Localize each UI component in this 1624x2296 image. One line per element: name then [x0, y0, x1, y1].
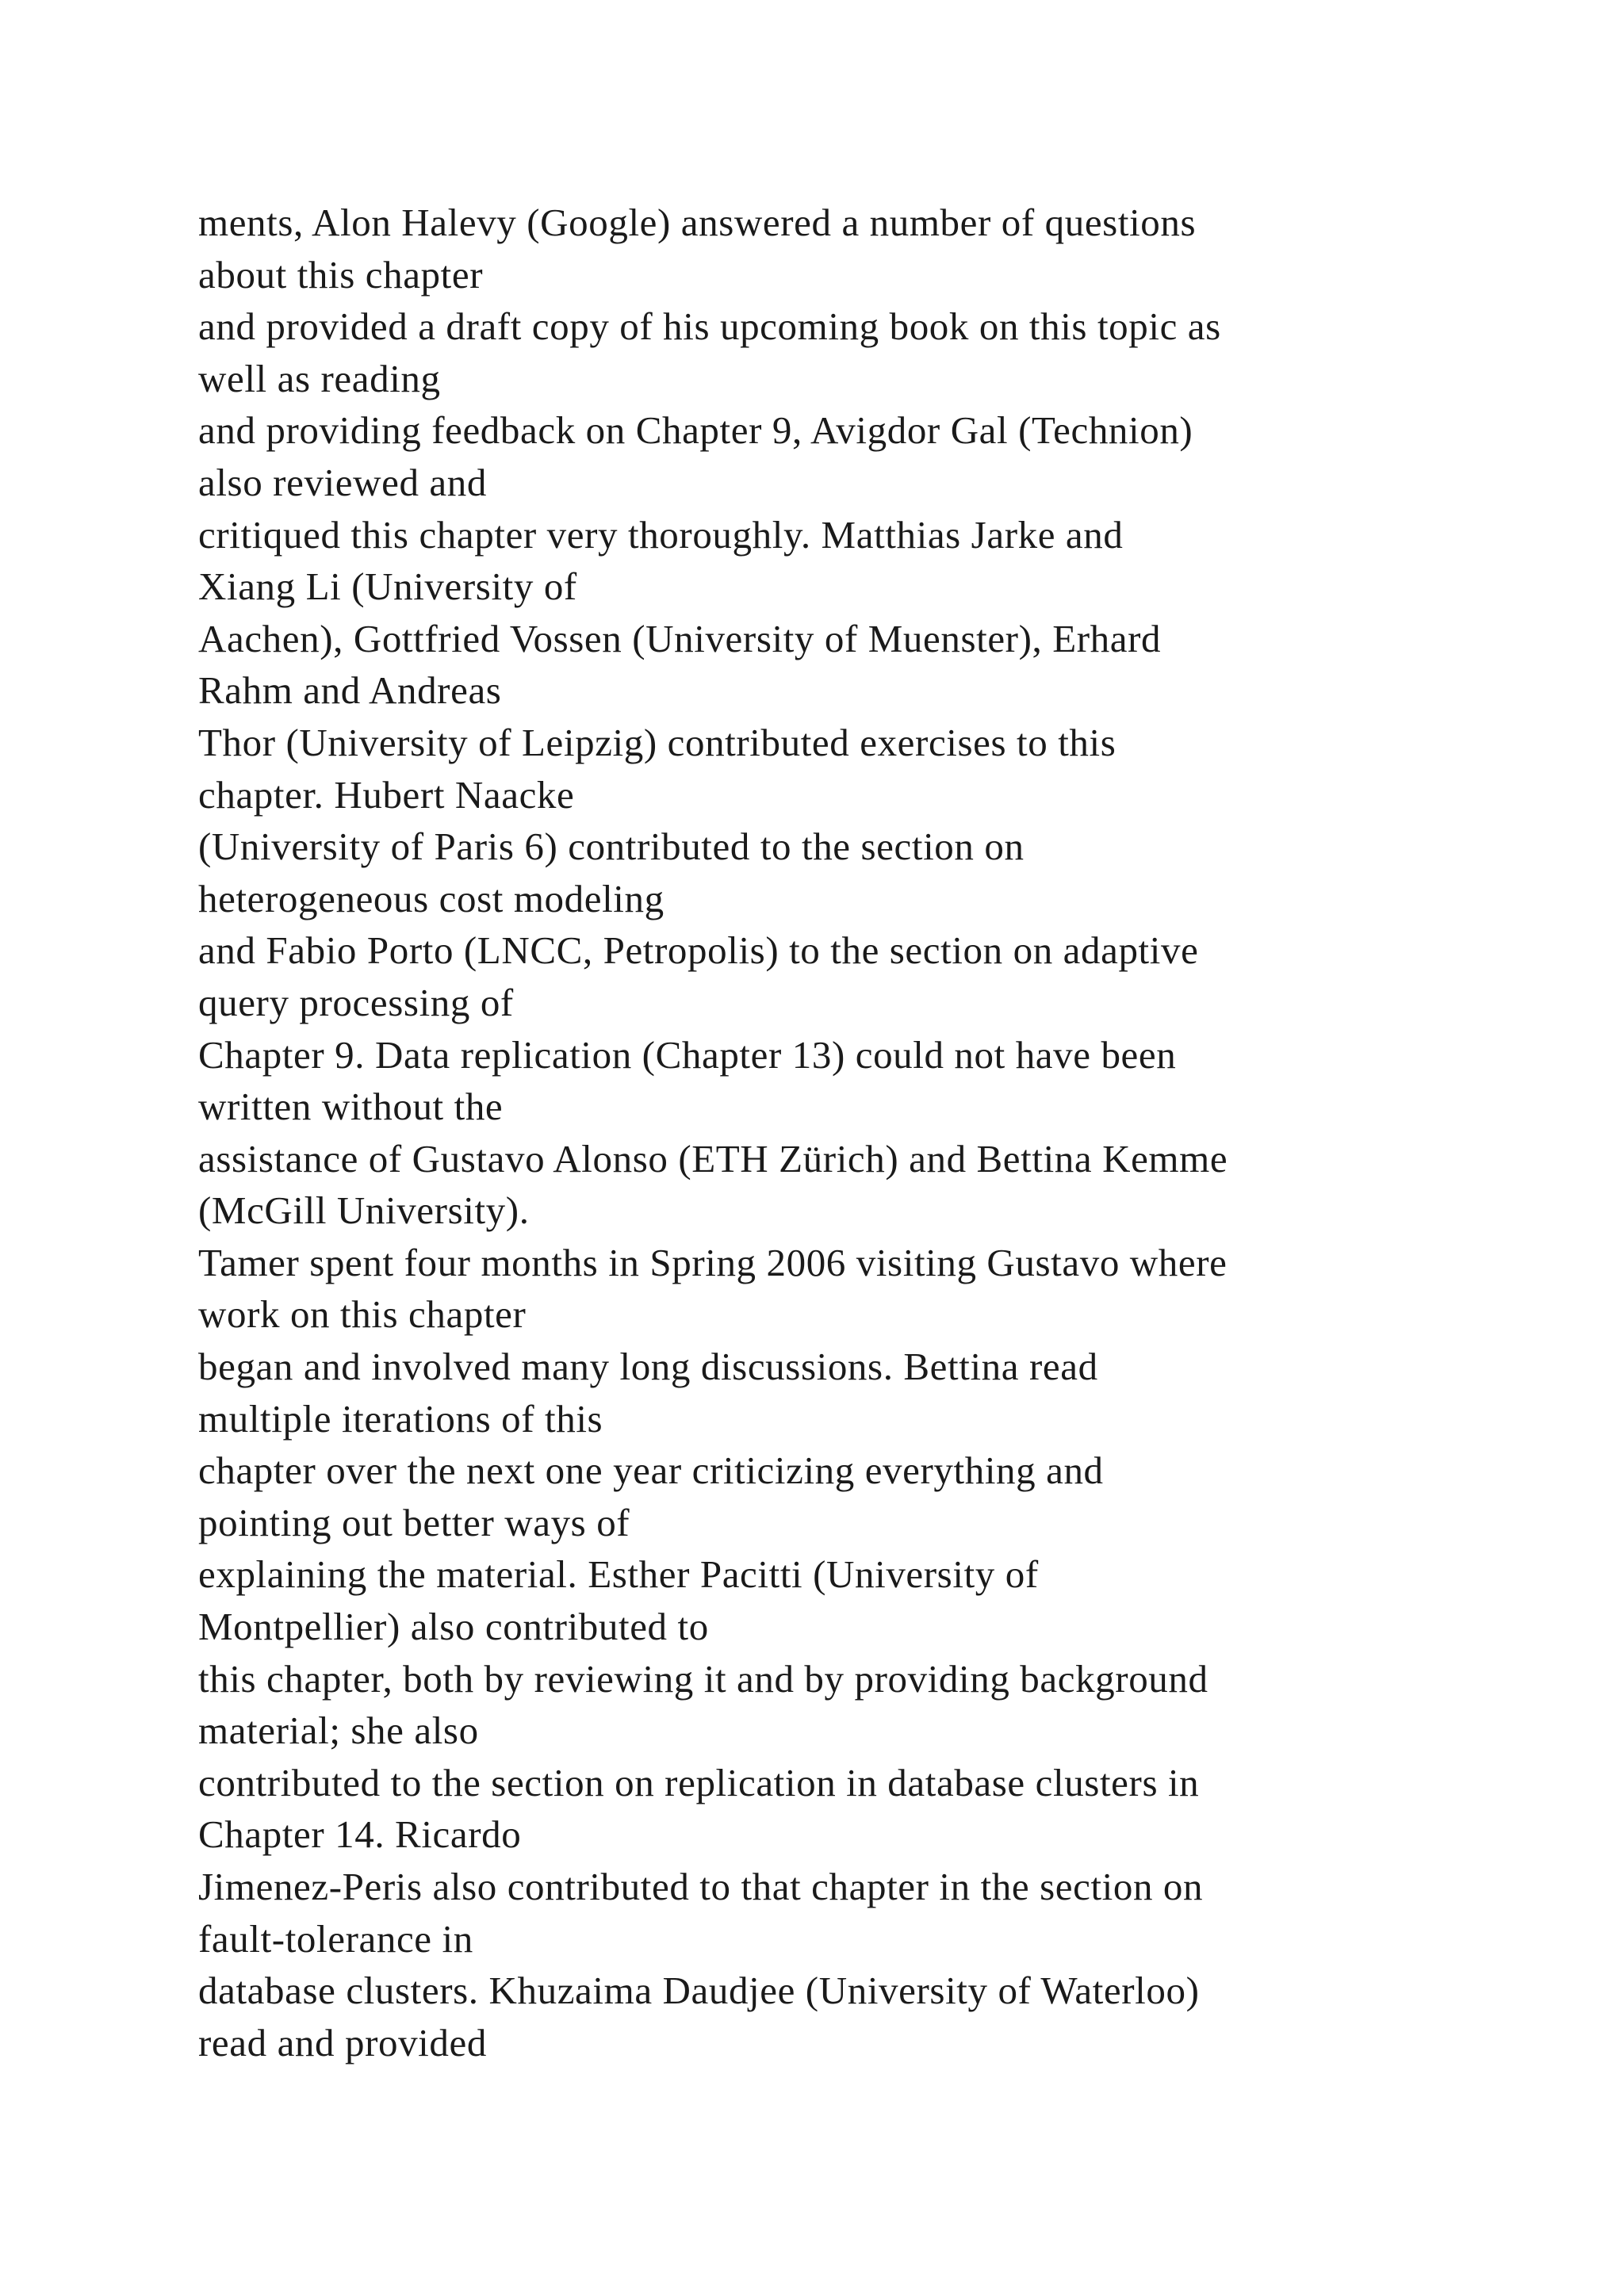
text-line: chapter. Hubert Naacke	[198, 772, 575, 817]
body-text	[198, 197, 1594, 2068]
text-line: Rahm and Andreas	[198, 668, 502, 713]
text-line: well as reading	[198, 356, 441, 400]
text-line: Tamer spent four months in Spring 2006 visiting Gustavo where	[198, 1240, 1228, 1284]
text-line: chapter over the next one year criticizing everything and	[198, 1448, 1104, 1493]
text-line: database clusters. Khuzaima Daudjee (University of Waterloo)	[198, 1969, 1200, 2013]
text-line: and providing feedback on Chapter 9, Avigdor Gal (Technion)	[198, 408, 1193, 453]
text-line: read and provided	[198, 2020, 487, 2064]
text-line: fault-tolerance in	[198, 1916, 473, 1961]
text-line: about this chapter	[198, 252, 484, 297]
text-line: ments, Alon Halevy (Google) answered a number of questions	[198, 201, 1197, 244]
text-line: Aachen), Gottfried Vossen (University of Muenster), Erhard	[198, 616, 1162, 660]
text-line: this chapter, both by reviewing it and by providing background	[198, 1656, 1208, 1701]
text-line: written without the	[198, 1085, 504, 1129]
text-line: and Fabio Porto (LNCC, Petropolis) to the section on adaptive	[198, 928, 1199, 973]
text-line: heterogeneous cost modeling	[198, 876, 665, 920]
text-line: Xiang Li (University of	[198, 564, 577, 609]
text-line: pointing out better ways of	[198, 1500, 630, 1544]
text-line: (McGill University).	[198, 1188, 530, 1233]
text-line: assistance of Gustavo Alonso (ETH Zürich) and Bettina Kemme	[198, 1136, 1228, 1181]
text-line: Jimenez-Peris also contributed to that chapter in the section on	[198, 1865, 1204, 1908]
text-line: (University of Paris 6) contributed to the section on	[198, 825, 1025, 869]
text-line: material; she also	[198, 1709, 479, 1753]
text-line: Chapter 9. Data replication (Chapter 13) could not have been	[198, 1032, 1177, 1077]
text-line: contributed to the section on replication in database clusters in	[198, 1760, 1200, 1804]
text-line: query processing of	[198, 980, 514, 1024]
text-line: Thor (University of Leipzig) contributed exercises to this	[198, 720, 1116, 764]
text-line: multiple iterations of this	[198, 1396, 603, 1441]
text-line: began and involved many long discussions. Bettina read	[198, 1345, 1098, 1389]
text-line: Montpellier) also contributed to	[198, 1605, 709, 1649]
text-line: and provided a draft copy of his upcoming book on this topic as	[198, 304, 1221, 349]
text-line: critiqued this chapter very thoroughly. Matthias Jarke and	[198, 512, 1124, 557]
text-line: explaining the material. Esther Pacitti (University of	[198, 1552, 1039, 1597]
text-line: Chapter 14. Ricardo	[198, 1812, 522, 1857]
text-line: work on this chapter	[198, 1292, 527, 1337]
text-line: also reviewed and	[198, 460, 487, 504]
